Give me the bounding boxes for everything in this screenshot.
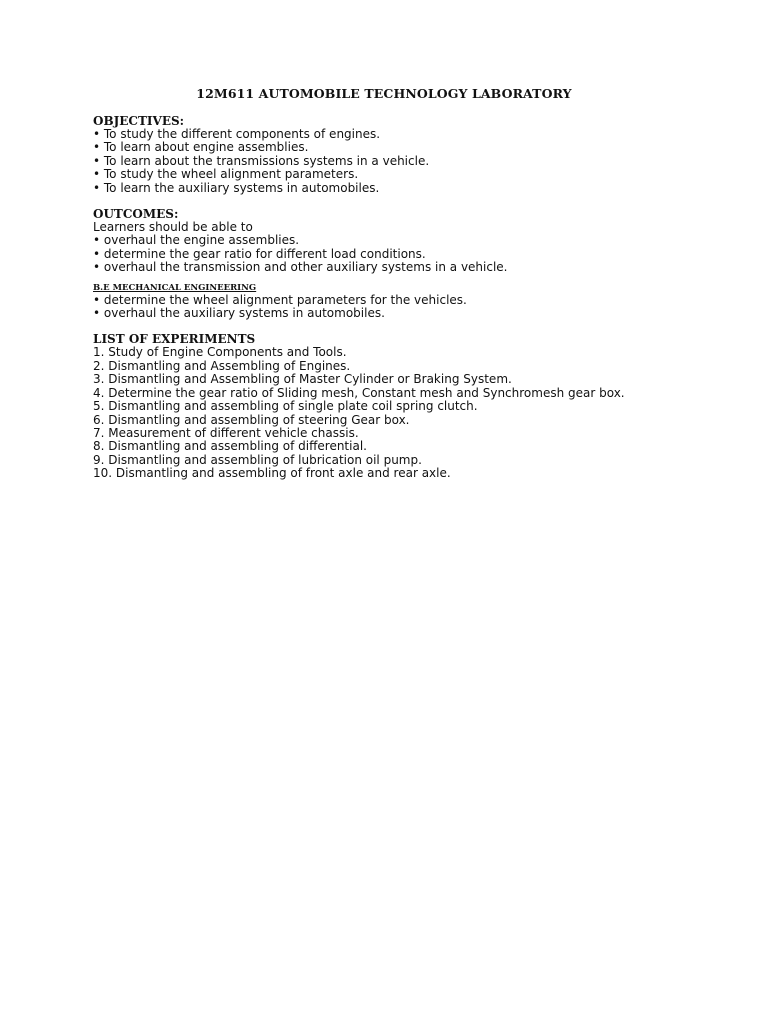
outcomes-item: • determine the gear ratio for different load conditions. xyxy=(93,246,426,261)
objectives-item: • To learn the auxiliary systems in automobiles. xyxy=(93,180,380,195)
experiment-item: 1. Study of Engine Components and Tools. xyxy=(93,345,347,360)
outcomes-item: • overhaul the engine assemblies. xyxy=(93,233,300,248)
objectives-item: • To study the different components of engines. xyxy=(93,127,381,141)
experiment-item: 2. Dismantling and Assembling of Engines. xyxy=(93,358,351,373)
outcomes-intro: Learners should be able to xyxy=(93,220,253,235)
experiment-item: 3. Dismantling and Assembling of Master Cylinder or Braking System. xyxy=(93,372,512,387)
document-content xyxy=(93,114,713,481)
objectives-item: • To learn about the transmissions systems in a vehicle. xyxy=(93,153,430,168)
outcomes-heading: OUTCOMES: xyxy=(93,207,179,222)
experiment-item: 8. Dismantling and assembling of differential. xyxy=(93,439,367,454)
experiment-item: 5. Dismantling and assembling of single plate coil spring clutch. xyxy=(93,399,478,414)
outcomes-section xyxy=(93,207,713,275)
department-item: • overhaul the auxiliary systems in automobiles. xyxy=(93,306,385,321)
document-title: 12M611 AUTOMOBILE TECHNOLOGY LABORATORY xyxy=(196,86,572,101)
department-section xyxy=(93,283,713,321)
objectives-heading: OBJECTIVES: xyxy=(93,114,185,128)
objectives-section xyxy=(93,114,713,195)
department-heading: B.E MECHANICAL ENGINEERING xyxy=(93,282,257,293)
outcomes-item: • overhaul the transmission and other auxiliary systems in a vehicle. xyxy=(93,260,508,275)
section-spacer xyxy=(93,195,713,207)
experiment-item: 9. Dismantling and assembling of lubrication oil pump. xyxy=(93,452,422,467)
experiment-item: 4. Determine the gear ratio of Sliding mesh, Constant mesh and Synchromesh gear box. xyxy=(93,385,625,400)
department-item: • determine the wheel alignment parameters for the vehicles. xyxy=(93,292,467,307)
section-spacer xyxy=(93,275,713,283)
section-spacer xyxy=(93,320,713,332)
experiments-heading: LIST OF EXPERIMENTS xyxy=(93,332,256,347)
objectives-item: • To study the wheel alignment parameters. xyxy=(93,167,359,182)
experiments-section xyxy=(93,332,713,480)
experiment-item: 10. Dismantling and assembling of front axle and rear axle. xyxy=(93,466,451,481)
experiment-item: 7. Measurement of different vehicle chassis. xyxy=(93,425,359,440)
experiment-item: 6. Dismantling and assembling of steering Gear box. xyxy=(93,412,410,427)
objectives-item: • To learn about engine assemblies. xyxy=(93,140,309,155)
